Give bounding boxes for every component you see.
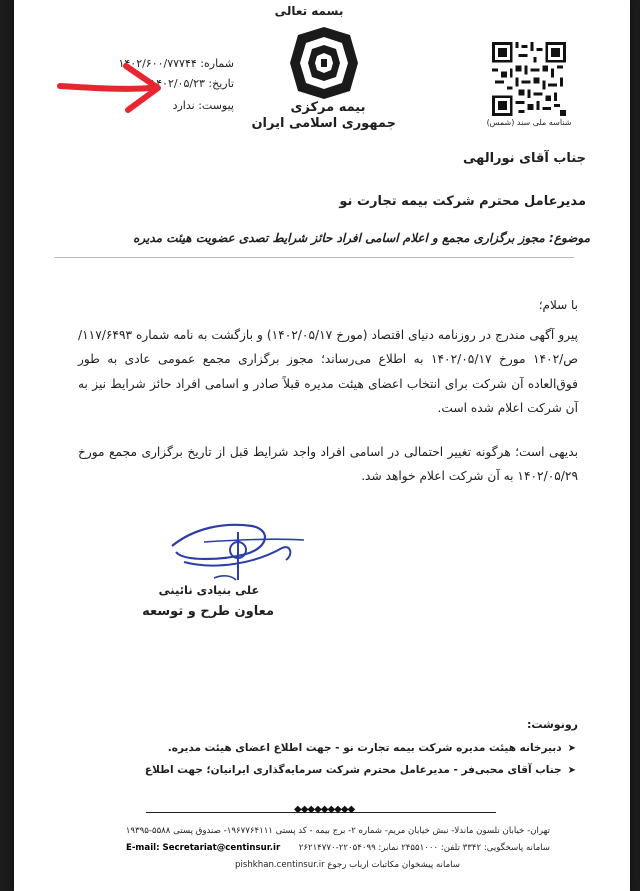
recipient-name: جناب آقای نورالهی <box>462 151 586 166</box>
number-label: شماره: <box>200 57 234 70</box>
central-insurance-logo-icon <box>276 25 372 101</box>
letter-attachment <box>173 97 234 115</box>
attachment-label: پیوست: <box>198 99 234 112</box>
cc-item-text: جناب آقای محبی‌فر - مدیرعامل محترم شرکت سرمایه‌گذاری ایرانیان؛ جهت اطلاع <box>144 764 562 776</box>
signer-position: معاون طرح و توسعه <box>142 604 274 619</box>
letter-subject: موضوع: مجوز برگزاری مجمع و اعلام اسامی افراد حائز شرایط تصدی عضویت هیئت مدیره <box>133 231 590 245</box>
date-label: تاریخ: <box>208 77 234 90</box>
qr-caption: شناسه ملی سند (شمس) <box>486 118 572 127</box>
footer-diamonds-decoration: ◆◆◆◆◆◆◆◆◆ <box>294 804 355 815</box>
footer-phones: سامانه پاسخگویی: ۳۳۴۲ تلفن: ۲۴۵۵۱۰۰۰ نمابر: ۲۲۰۵۴۰۹۹-۲۶۲۱۴۷۷۰ <box>298 843 550 853</box>
date-value: ۱۴۰۲/۰۵/۲۳ <box>150 77 205 90</box>
qr-code-icon <box>492 42 566 116</box>
attachment-value: ندارد <box>172 99 195 112</box>
cc-title: رونوشت: <box>526 718 578 731</box>
cc-item-text: دبیرخانه هیئت مدیره شرکت بیمه تجارت نو - جهت اطلاع اعضای هیئت مدیره. <box>167 742 562 754</box>
logo-text-line2: جمهوری اسلامی ایران <box>251 116 396 131</box>
basmala-heading: بسمه تعالی <box>274 4 344 18</box>
letter-page <box>14 0 630 891</box>
footer-address: تهران- خیابان نلسون ماندلا- نبش خیابان مریم- شماره ۲- برج بیمه - کد پستی ۱۹۶۷۷۶۴۱۱۱- صندوق پستی ۵۵۸۸-۱۹۳۹۵ <box>125 826 550 836</box>
body-paragraph-2: بدیهی است؛ هرگونه تغییر احتمالی در اسامی افراد واجد شرایط قبل از تاریخ برگزاری مجمع مورخ ۱۴۰۲/۰۵/۲۹ به آن شرکت اعلام خواهد شد. <box>78 445 578 484</box>
cc-item <box>145 764 576 776</box>
cc-bullet-icon: ➤ <box>567 742 576 754</box>
signer-name: علی بنیادی نائینی <box>158 583 260 597</box>
red-arrow-annotation <box>54 58 174 128</box>
number-value: ۱۴۰۲/۶۰۰/۷۷۷۴۴ <box>118 57 197 70</box>
logo-text-line1: بیمه مرکزی <box>290 100 366 115</box>
recipient-title: مدیرعامل محترم شرکت بیمه تجارت نو <box>339 194 586 209</box>
greeting: با سلام؛ <box>538 298 578 312</box>
cc-bullet-icon: ➤ <box>567 764 576 776</box>
footer-email[interactable]: E-mail: Secretariat@centinsur.ir <box>126 843 281 853</box>
footer-portal[interactable]: سامانه پیشخوان مکاتبات ارباب رجوع pishkhan.centinsur.ir <box>235 860 460 870</box>
body-paragraph-1: پیرو آگهی مندرج در روزنامه دنیای اقتصاد (مورخ ۱۴۰۲/۰۵/۱۷) و بازگشت به نامه شماره ۱۱۷/۶۴۹۳/ص/۱۴۰۲ مورخ ۱۴۰۲/۰۵/۱۷ به اطلاع می‌رساند؛ مجوز برگزاری مجمع عمومی عادی به طور فوق‌العاده آن شرکت برای انتخاب اعضای هیئت مدیره قبلاً صادر و اسامی افراد حائز شرایط نیز به آن شرکت اعلام شده است. <box>78 328 578 415</box>
subject-divider <box>54 257 574 258</box>
cc-item <box>168 742 576 754</box>
